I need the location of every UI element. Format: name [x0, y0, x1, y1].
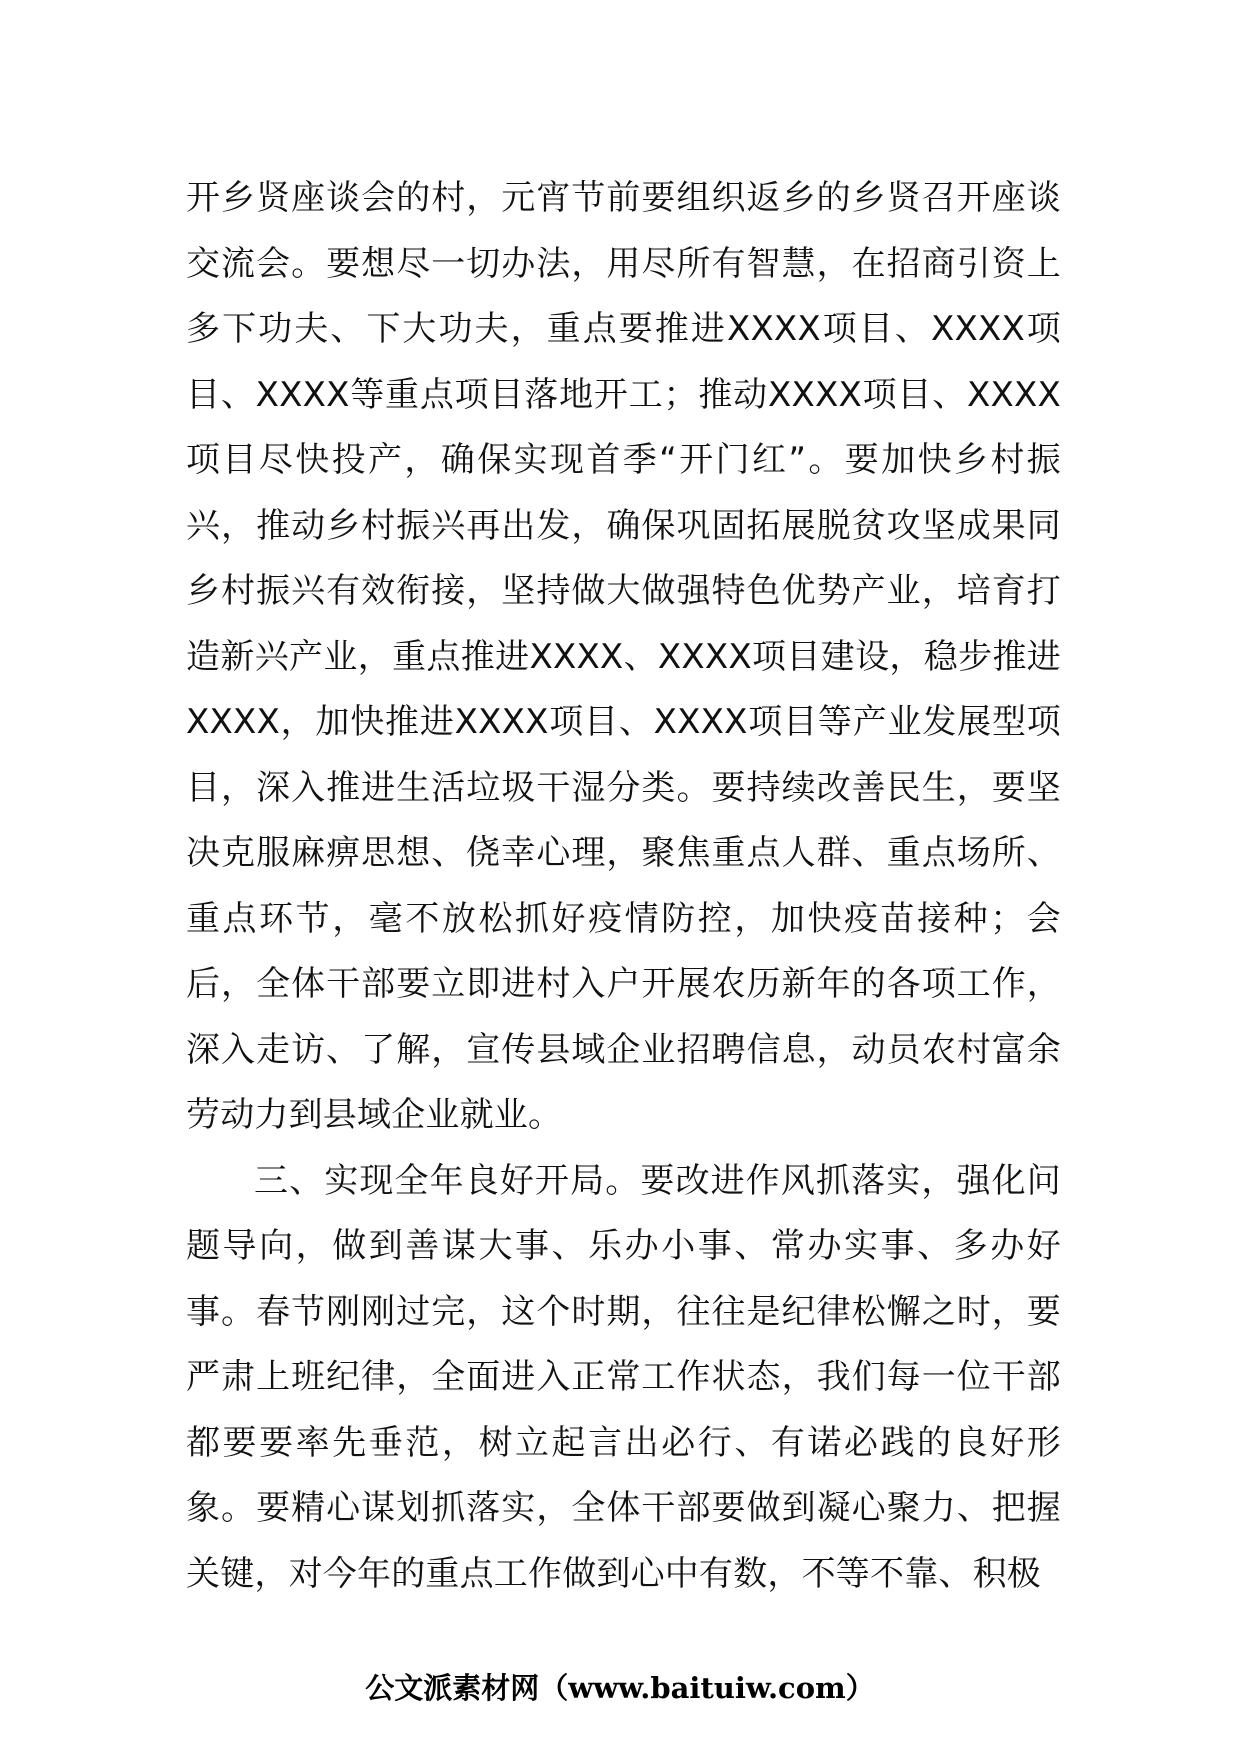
body-text	[186, 166, 1061, 1607]
paragraph-section-three: 三、实现全年良好开局。要改进作风抓落实，强化问题导向，做到善谋大事、乐办小事、常办实事、多办好事。春节刚刚过完，这个时期，往往是纪律松懈之时，要严肃上班纪律，全面进入正常工作状态，我们每一位干部都要要率先垂范，树立起言出必行、有诺必践的良好形象。要精心谋划抓落实，全体干部要做到凝心聚力、把握关键，对今年的重点工作做到心中有数，不等不靠、积极	[186, 1160, 1061, 1594]
footer-watermark: 公文派素材网（www.baituiw.com）	[365, 1671, 875, 1705]
paragraph-continuation: 开乡贤座谈会的村，元宵节前要组织返乡的乡贤召开座谈交流会。要想尽一切办法，用尽所有智慧，在招商引资上多下功夫、下大功夫，重点要推进XXXX项目、XXXX项目、XXXX等重点项目落地开工；推动XXXX项目、XXXX项目尽快投产，确保实现首季“开门红”。要加快乡村振兴，推动乡村振兴再出发，确保巩固拓展脱贫攻坚成果同乡村振兴有效衔接，坚持做大做强特色优势产业，培育打造新兴产业，重点推进XXXX、XXXX项目建设，稳步推进XXXX，加快推进XXXX项目、XXXX项目等产业发展型项目，深入推进生活垃圾干湿分类。要持续改善民生，要坚决克服麻痹思想、侥幸心理，聚焦重点人群、重点场所、重点环节，毫不放松抓好疫情防控，加快疫苗接种；会后，全体干部要立即进村入户开展农历新年的各项工作，深入走访、了解，宣传县域企业招聘信息，动员农村富余劳动力到县域企业就业。	[186, 178, 1061, 1135]
